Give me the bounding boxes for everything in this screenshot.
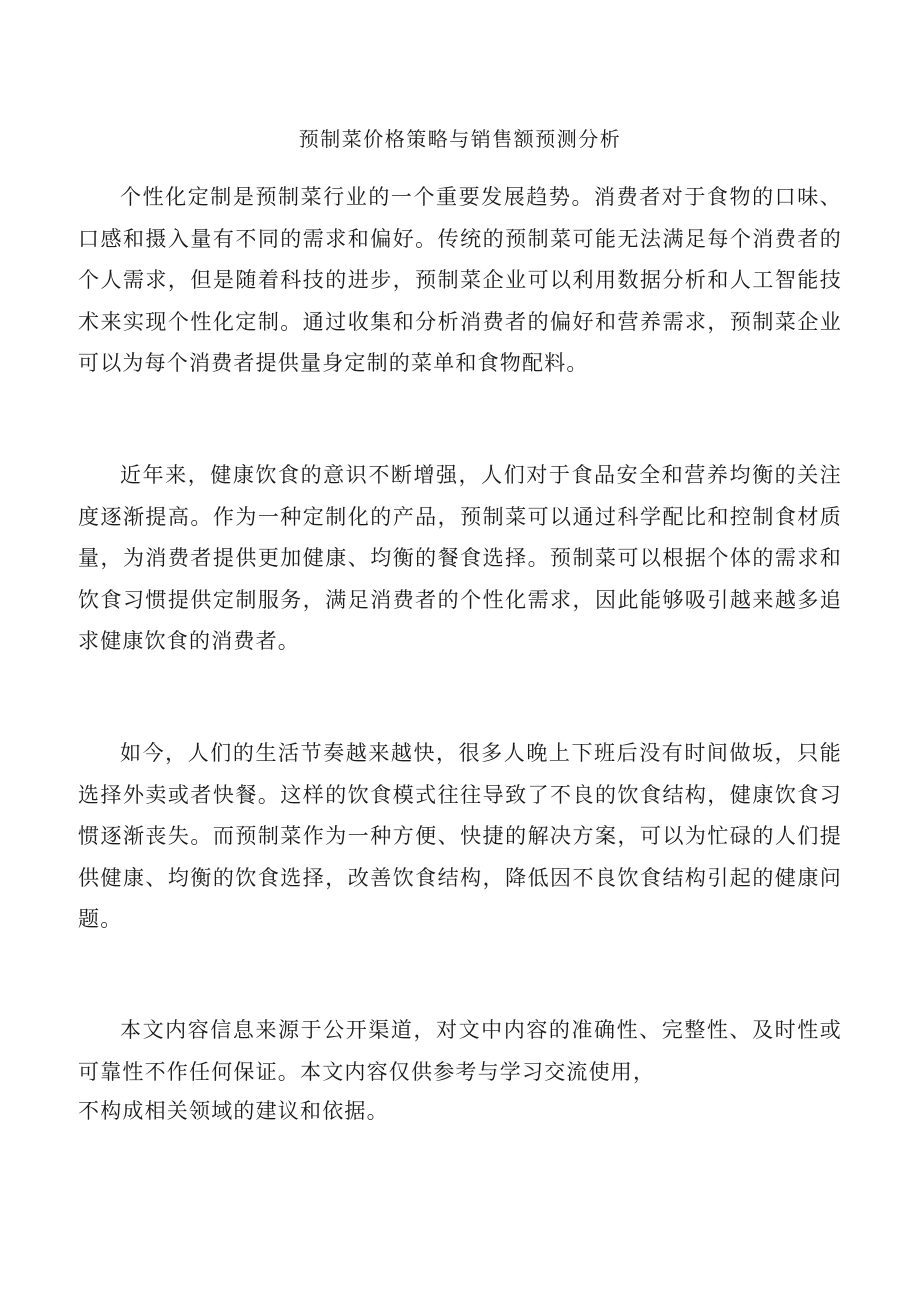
disclaimer-line-1: 本文内容信息来源于公开渠道，对文中内容的准确性、完整性、及时性或可靠性不作任何保证。本文内容仅供参考与学习交流使用， — [78, 1018, 842, 1084]
disclaimer-line-2: 不构成相关领域的建议和依据。 — [78, 1099, 389, 1123]
paragraph-healthy-eating: 近年来，健康饮食的意识不断增强，人们对于食品安全和营养均衡的关注度逐渐提高。作为一种定制化的产品，预制菜可以通过科学配比和控制食材质量，为消费者提供更加健康、均衡的餐食选择。预制菜可以根据个体的需求和饮食习惯提供定制服务，满足消费者的个性化需求，因此能够吸引越来越多追求健康饮食的消费者。 — [78, 463, 842, 653]
document-title: 预制菜价格策略与销售额预测分析 — [298, 127, 622, 151]
paragraph-personalization: 个性化定制是预制菜行业的一个重要发展趋势。消费者对于食物的口味、口感和摄入量有不同的需求和偏好。传统的预制菜可能无法满足每个消费者的个人需求，但是随着科技的进步，预制菜企业可以利用数据分析和人工智能技术来实现个性化定制。通过收集和分析消费者的偏好和营养需求，预制菜企业可以为每个消费者提供量身定制的菜单和食物配料。 — [78, 185, 842, 375]
paragraph-fast-lifestyle: 如今，人们的生活节奏越来越快，很多人晚上下班后没有时间做坂，只能选择外卖或者快餐。这样的饮食模式往往导致了不良的饮食结构，健康饮食习惯逐渐丧失。而预制菜作为一种方便、快捷的解决方案，可以为忙碌的人们提供健康、均衡的饮食选择，改善饮食结构，降低因不良饮食结构引起的健康问题。 — [78, 741, 842, 931]
disclaimer — [78, 1010, 842, 1129]
